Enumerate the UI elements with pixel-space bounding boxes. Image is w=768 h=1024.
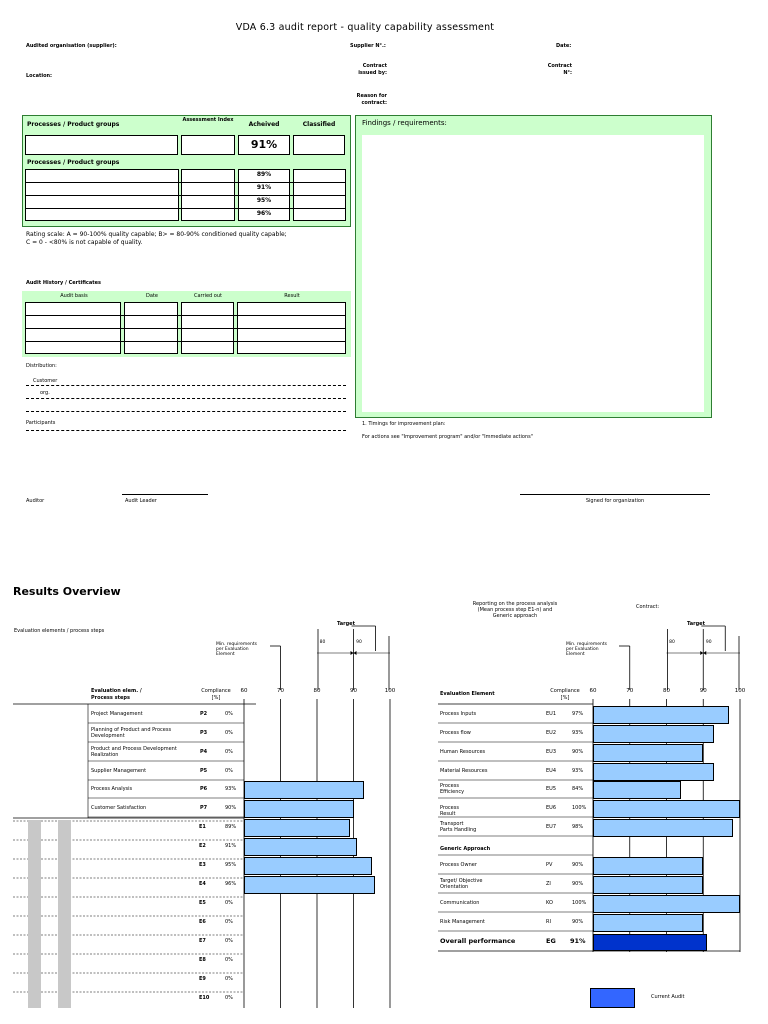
right-row-value-RI: 90%	[572, 919, 584, 925]
overall-performance-code: EG	[546, 937, 556, 945]
right-row-code-ZI: ZI	[546, 881, 551, 887]
overall-performance-label: Overall performance	[440, 937, 516, 945]
right-bar-EU2	[593, 725, 714, 743]
right-target-tick-80: 80	[669, 640, 675, 645]
left-row-value-P4: 0%	[225, 749, 233, 755]
right-bar-EU4	[593, 763, 714, 781]
right-axis-tick-90: 90	[699, 688, 707, 694]
right-row-name-EU7: Transport Parts Handling	[440, 821, 477, 833]
report-title: VDA 6.3 audit report - quality capability assessment	[235, 22, 495, 33]
participants-label: Participants	[26, 420, 56, 426]
col-assessment-header: Assessment Index	[182, 117, 234, 123]
left-row-code-E4: E4	[199, 881, 206, 887]
right-row-value-EU1: 97%	[572, 711, 584, 717]
process-subheader: Processes / Product groups	[27, 159, 120, 166]
right-row-code-EU1: EU1	[546, 711, 556, 717]
results-subtitle: Evaluation elements / process steps	[14, 628, 105, 634]
auditor-label: Auditor	[26, 498, 45, 504]
left-row-value-E7: 0%	[225, 938, 233, 944]
right-bar-ZI	[593, 876, 703, 894]
left-row-name-P3: Planning of Product and Process Development	[91, 727, 172, 739]
legend-swatch	[590, 988, 635, 1008]
left-row-value-P2: 0%	[225, 711, 233, 717]
right-row-code-EU7: EU7	[546, 824, 556, 830]
left-row-code-P3: P3	[200, 730, 208, 736]
right-row-value-EU3: 90%	[572, 749, 584, 755]
left-row-code-P5: P5	[200, 768, 208, 774]
date-label: Date:	[556, 43, 572, 49]
left-row-value-P7: 90%	[225, 805, 237, 811]
audit-basis-header: Audit basis	[60, 293, 88, 299]
reason-label: Reason for contract:	[356, 93, 387, 106]
left-row-name-P4: Product and Process Development Realization	[91, 746, 177, 758]
left-axis-tick-100: 100	[384, 688, 396, 694]
right-row-name-EU6: Process Result	[440, 805, 459, 817]
right-bar-KO	[593, 895, 740, 913]
col-compliance-header: Compliance [%]	[201, 688, 231, 701]
audited-org-label: Audited organisation (supplier):	[26, 43, 117, 49]
left-row-value-E3: 95%	[225, 862, 237, 868]
left-row-value-E5: 0%	[225, 900, 233, 906]
right-row-value-EU4: 93%	[572, 768, 584, 774]
right-row-name-EU2: Process flow	[440, 730, 471, 736]
right-row-value-KO: 100%	[572, 900, 587, 906]
left-row-code-E2: E2	[199, 843, 206, 849]
left-row-value-E4: 96%	[225, 881, 237, 887]
left-row-value-E2: 91%	[225, 843, 237, 849]
left-row-name-P6: Process Analysis	[91, 786, 133, 792]
right-row-value-ZI: 90%	[572, 881, 584, 887]
left-row-code-E5: E5	[199, 900, 206, 906]
right-axis-tick-80: 80	[663, 688, 670, 694]
reporting-note: Reporting on the process analysis (Mean process step E1-n) and Generic approach	[472, 601, 558, 619]
right-row-code-EU3: EU3	[546, 749, 556, 755]
right-row-value-EU2: 93%	[572, 730, 584, 736]
achieved-row-2: 91%	[256, 184, 272, 191]
carried-out-header: Carried out	[194, 293, 222, 299]
right-target-tick-90: 90	[705, 640, 712, 645]
right-bar-EU5	[593, 781, 681, 799]
left-axis-tick-60: 60	[240, 688, 248, 694]
left-row-value-E1: 89%	[225, 824, 237, 830]
audit-history-title: Audit History / Certificates	[26, 280, 102, 286]
audit-date-header: Date	[146, 293, 158, 299]
left-row-name-P5: Supplier Management	[91, 768, 147, 774]
right-row-name-RI: Risk Management	[440, 919, 485, 925]
left-row-value-E6: 0%	[225, 919, 233, 925]
left-row-value-P6: 93%	[225, 786, 237, 792]
col-element-header: Evaluation Element	[440, 691, 495, 697]
left-row-value-P3: 0%	[225, 730, 233, 736]
right-row-name-EU5: Process Efficiency	[440, 783, 465, 795]
left-row-code-E1: E1	[199, 824, 206, 830]
contract-issued-label: Contract issued by:	[358, 63, 387, 76]
left-gray-column-2	[58, 820, 71, 1008]
right-target-arrow-2	[703, 651, 706, 655]
left-row-code-P6: P6	[200, 786, 208, 792]
right-bar-EU3	[593, 744, 703, 762]
left-row-code-E9: E9	[199, 976, 206, 982]
left-bar-P6	[244, 781, 364, 799]
right-row-code-EU2: EU2	[546, 730, 556, 736]
achieved-row-4: 96%	[256, 210, 272, 217]
achieved-row-1: 89%	[256, 171, 272, 178]
legend-label: Current Audit	[651, 994, 685, 1000]
left-row-code-E7: E7	[199, 938, 206, 944]
audit-leader-label: Audit Leader	[125, 498, 157, 504]
overall-performance-value: 91%	[570, 937, 586, 945]
left-axis-tick-70: 70	[277, 688, 284, 694]
col-elem-header: Evaluation elem. / Process steps	[91, 688, 142, 701]
right-row-name-PV: Process Owner	[440, 862, 477, 868]
left-axis-tick-80: 80	[313, 688, 321, 694]
left-bar-E2	[244, 838, 357, 856]
distribution-label: Distribution:	[26, 363, 57, 369]
left-row-value-E9: 0%	[225, 976, 233, 982]
result-header: Result	[284, 293, 300, 299]
timings-note: 1. Timings for improvement plan:	[362, 421, 446, 427]
left-axis-tick-90: 90	[350, 688, 357, 694]
results-title: Results Overview	[13, 585, 121, 598]
achieved-row-3: 95%	[256, 197, 272, 204]
left-row-value-E10: 0%	[225, 995, 233, 1001]
right-bar-PV	[593, 857, 703, 875]
left-bar-P7	[244, 800, 354, 818]
right-row-code-EU4: EU4	[546, 768, 556, 774]
right-axis-tick-60: 60	[589, 688, 597, 694]
left-bar-E3	[244, 857, 372, 875]
min-req-right: Min. requirements per Evaluation Element	[566, 642, 607, 657]
right-row-code-EU6: EU6	[546, 805, 556, 811]
right-bar-EG	[593, 934, 707, 951]
min-req-left: Min. requirements per Evaluation Element	[216, 642, 257, 657]
left-target-tick-80: 80	[319, 640, 326, 645]
contract-label-right: Contract:	[636, 604, 660, 610]
rating-scale: Rating scale: A = 90-100% quality capable; B> = 80-90% conditioned quality capable; C = 0 - <80% is not capable of quality.	[26, 231, 287, 246]
right-row-code-PV: PV	[546, 862, 553, 868]
right-row-value-PV: 90%	[572, 862, 584, 868]
right-bar-RI	[593, 914, 703, 932]
right-bar-EU7	[593, 819, 733, 837]
left-target-arrow-1	[351, 651, 354, 655]
org-label: org.	[40, 390, 50, 396]
right-row-name-EU4: Material Resources	[440, 768, 488, 774]
signed-label: Signed for organization	[585, 498, 645, 504]
location-label: Location:	[26, 73, 53, 79]
left-row-code-E10: E10	[199, 995, 210, 1001]
left-row-code-E3: E3	[199, 862, 206, 868]
right-row-code-EU5: EU5	[546, 786, 556, 792]
right-row-name-EU1: Process Inputs	[440, 711, 477, 717]
col-processes-header: Processes / Product groups	[27, 121, 120, 128]
left-row-code-E6: E6	[199, 919, 206, 925]
left-gray-column-1	[28, 820, 41, 1008]
actions-note: For actions see "Improvement program" and/or "Immediate actions"	[362, 434, 534, 440]
generic-approach-label: Generic Approach	[440, 846, 491, 852]
left-row-code-P4: P4	[200, 749, 208, 755]
left-row-code-E8: E8	[199, 957, 206, 963]
right-row-code-KO: KO	[546, 900, 553, 906]
left-bar-E4	[244, 876, 375, 894]
right-axis-tick-100: 100	[734, 688, 746, 694]
left-row-name-P2: Project Management	[91, 711, 143, 717]
right-row-name-KO: Communication	[440, 900, 480, 906]
right-row-name-EU3: Human Resources	[440, 749, 486, 755]
right-row-value-EU7: 98%	[572, 824, 584, 830]
right-axis-tick-70: 70	[626, 688, 634, 694]
left-row-value-E8: 0%	[225, 957, 233, 963]
supplier-no-label: Supplier N°.:	[350, 43, 386, 49]
left-row-value-P5: 0%	[225, 768, 233, 774]
col-classified-header: Classified	[302, 121, 336, 128]
left-row-code-P7: P7	[200, 805, 208, 811]
col-achieved-header: Acheived	[248, 121, 280, 128]
overall-achieved-value: 91%	[238, 135, 290, 155]
left-target-tick-90: 90	[356, 640, 362, 645]
right-row-name-ZI: Target/ Objective Orientation	[440, 878, 483, 890]
right-row-value-EU5: 84%	[572, 786, 584, 792]
right-row-code-RI: RI	[546, 919, 551, 925]
left-row-code-P2: P2	[200, 711, 208, 717]
left-bar-E1	[244, 819, 350, 837]
left-target-arrow-2	[354, 651, 357, 655]
findings-title: Findings / requirements:	[362, 119, 447, 127]
right-row-value-EU6: 100%	[572, 805, 587, 811]
left-row-name-P7: Customer Satisfaction	[91, 805, 147, 811]
target-label-left: Target	[337, 621, 355, 627]
customer-label: Customer	[33, 378, 58, 384]
right-target-arrow-1	[700, 651, 703, 655]
target-label-right: Target	[687, 621, 705, 627]
right-bar-EU1	[593, 706, 729, 724]
col-compliance-header-right: Compliance [%]	[550, 688, 580, 701]
contract-no-label: Contract N°:	[547, 63, 572, 76]
right-bar-EU6	[593, 800, 740, 818]
